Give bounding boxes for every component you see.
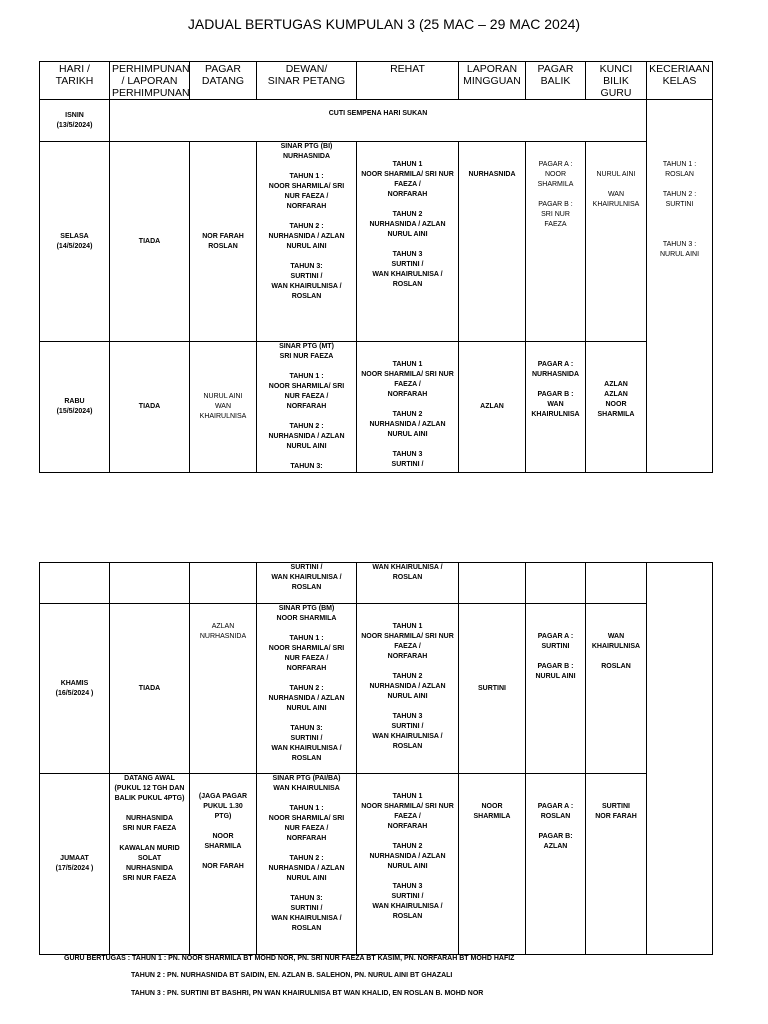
- selasa-dewan: SINAR PTG (BI) NURHASNIDA TAHUN 1 : NOOR SHARMILA/ SRI NUR FAEZA / NORFARAH TAHUN 2 : NURHASNIDA / AZLAN NURUL AINI TAHUN 3: SURTINI / WAN KHAIRULNISA / ROSLAN: [257, 142, 357, 342]
- day-rabu: RABU (15/5/2024): [40, 342, 110, 473]
- jumaat-laporan: NOOR SHARMILA: [459, 774, 526, 955]
- header-pagar-balik: PAGAR BALIK: [526, 62, 586, 100]
- row-continued: [40, 563, 713, 604]
- cont-perhimpunan: [110, 563, 190, 604]
- holiday-note: CUTI SEMPENA HARI SUKAN: [110, 100, 647, 142]
- day-selasa: SELASA (14/5/2024): [40, 142, 110, 342]
- day-isnin: ISNIN (13/5/2024): [40, 100, 110, 142]
- jumaat-perhimpunan: DATANG AWAL (PUKUL 12 TGH DAN BALIK PUKUL 4PTG) NURHASNIDA SRI NUR FAEZA KAWALAN MURID SOLAT NURHASNIDA SRI NUR FAEZA: [110, 774, 190, 955]
- khamis-laporan: SURTINI: [459, 604, 526, 774]
- cont-pagar-balik: [526, 563, 586, 604]
- footer-line-1: GURU BERTUGAS : TAHUN 1 : PN. NOOR SHARMILA BT MOHD NOR, PN. SRI NUR FAEZA BT KASIM, PN. NORFARAH BT MOHD HAFIZ: [64, 955, 515, 962]
- header-perhimpunan: PERHIMPUNAN / LAPORAN PERHIMPUNAN: [110, 62, 190, 100]
- khamis-pagar-datang: AZLAN NURHASNIDA: [190, 604, 257, 774]
- schedule-table-top: [39, 61, 713, 473]
- row-selasa: [40, 142, 713, 342]
- header-hari-tarikh: HARI / TARIKH: [40, 62, 110, 100]
- keceriaan-kelas-cont: [647, 563, 713, 955]
- khamis-kunci: WAN KHAIRULNISA ROSLAN: [586, 604, 647, 774]
- row-isnin: [40, 100, 713, 142]
- row-rabu: [40, 342, 713, 473]
- header-pagar-datang: PAGAR DATANG: [190, 62, 257, 100]
- jumaat-pagar-balik: PAGAR A : ROSLAN PAGAR B: AZLAN: [526, 774, 586, 955]
- cont-pagar-datang: [190, 563, 257, 604]
- cont-laporan: [459, 563, 526, 604]
- selasa-laporan: NURHASNIDA: [459, 142, 526, 342]
- rabu-laporan: AZLAN: [459, 342, 526, 473]
- rabu-kunci: AZLAN AZLAN NOOR SHARMILA: [586, 342, 647, 473]
- selasa-rehat: TAHUN 1 NOOR SHARMILA/ SRI NUR FAEZA / NORFARAH TAHUN 2 NURHASNIDA / AZLAN NURUL AINI TAHUN 3 SURTINI / WAN KHAIRULNISA / ROSLAN: [357, 142, 459, 342]
- keceriaan-kelas-cell: TAHUN 1 : ROSLAN TAHUN 2 : SURTINI TAHUN 3 : NURUL AINI: [647, 100, 713, 473]
- jumaat-dewan: SINAR PTG (PAI/BA) WAN KHAIRULNISA TAHUN 1 : NOOR SHARMILA/ SRI NUR FAEZA / NORFARAH TAHUN 2 : NURHASNIDA / AZLAN NURUL AINI TAHUN 3: SURTINI / WAN KHAIRULNISA / ROSLAN: [257, 774, 357, 955]
- footer-line-3: TAHUN 3 : PN. SURTINI BT BASHRI, PN WAN KHAIRULNISA BT WAN KHALID, EN ROSLAN B. MOHD NOR: [131, 990, 484, 997]
- rabu-dewan: SINAR PTG (MT) SRI NUR FAEZA TAHUN 1 : NOOR SHARMILA/ SRI NUR FAEZA / NORFARAH TAHUN 2 : NURHASNIDA / AZLAN NURUL AINI TAHUN 3:: [257, 342, 357, 473]
- cont-kunci: [586, 563, 647, 604]
- cont-rehat: WAN KHAIRULNISA / ROSLAN: [357, 563, 459, 604]
- schedule-table-bottom: [39, 562, 713, 955]
- footer-line-2: TAHUN 2 : PN. NURHASNIDA BT SAIDIN, EN. AZLAN B. SALEHON, PN. NURUL AINI BT GHAZALI: [131, 972, 453, 979]
- rabu-pagar-datang: NURUL AINI WAN KHAIRULNISA: [190, 342, 257, 473]
- day-jumaat: JUMAAT (17/5/2024 ): [40, 774, 110, 955]
- rabu-rehat: TAHUN 1 NOOR SHARMILA/ SRI NUR FAEZA / NORFARAH TAHUN 2 NURHASNIDA / AZLAN NURUL AINI TAHUN 3 SURTINI /: [357, 342, 459, 473]
- header-keceriaan-kelas: KECERIAAN KELAS: [647, 62, 713, 100]
- khamis-rehat: TAHUN 1 NOOR SHARMILA/ SRI NUR FAEZA / NORFARAH TAHUN 2 NURHASNIDA / AZLAN NURUL AINI TAHUN 3 SURTINI / WAN KHAIRULNISA / ROSLAN: [357, 604, 459, 774]
- row-khamis: [40, 604, 713, 774]
- rabu-perhimpunan: TIADA: [110, 342, 190, 473]
- header-kunci-bilik-guru: KUNCI BILIK GURU: [586, 62, 647, 100]
- cont-day: [40, 563, 110, 604]
- header-dewan: DEWAN/ SINAR PETANG: [257, 62, 357, 100]
- jumaat-rehat: TAHUN 1 NOOR SHARMILA/ SRI NUR FAEZA / NORFARAH TAHUN 2 NURHASNIDA / AZLAN NURUL AINI TAHUN 3 SURTINI / WAN KHAIRULNISA / ROSLAN: [357, 774, 459, 955]
- header-rehat: REHAT: [357, 62, 459, 100]
- khamis-pagar-balik: PAGAR A : SURTINI PAGAR B : NURUL AINI: [526, 604, 586, 774]
- rabu-pagar-balik: PAGAR A : NURHASNIDA PAGAR B : WAN KHAIRULNISA: [526, 342, 586, 473]
- day-khamis: KHAMIS (16/5/2024 ): [40, 604, 110, 774]
- khamis-perhimpunan: TIADA: [110, 604, 190, 774]
- header-row: [40, 62, 713, 100]
- jumaat-kunci: SURTINI NOR FARAH: [586, 774, 647, 955]
- page-title: JADUAL BERTUGAS KUMPULAN 3 (25 MAC – 29 MAC 2024): [187, 16, 581, 32]
- row-jumaat: [40, 774, 713, 955]
- header-laporan-mingguan: LAPORAN MINGGUAN: [459, 62, 526, 100]
- cont-dewan: SURTINI / WAN KHAIRULNISA / ROSLAN: [257, 563, 357, 604]
- selasa-perhimpunan: TIADA: [110, 142, 190, 342]
- selasa-pagar-balik: PAGAR A : NOOR SHARMILA PAGAR B : SRI NUR FAEZA: [526, 142, 586, 342]
- khamis-dewan: SINAR PTG (BM) NOOR SHARMILA TAHUN 1 : NOOR SHARMILA/ SRI NUR FAEZA / NORFARAH TAHUN 2 : NURHASNIDA / AZLAN NURUL AINI TAHUN 3: SURTINI / WAN KHAIRULNISA / ROSLAN: [257, 604, 357, 774]
- jumaat-pagar-datang: (JAGA PAGAR PUKUL 1.30 PTG) NOOR SHARMILA NOR FARAH: [190, 774, 257, 955]
- selasa-kunci: NURUL AINI WAN KHAIRULNISA: [586, 142, 647, 342]
- selasa-pagar-datang: NOR FARAH ROSLAN: [190, 142, 257, 342]
